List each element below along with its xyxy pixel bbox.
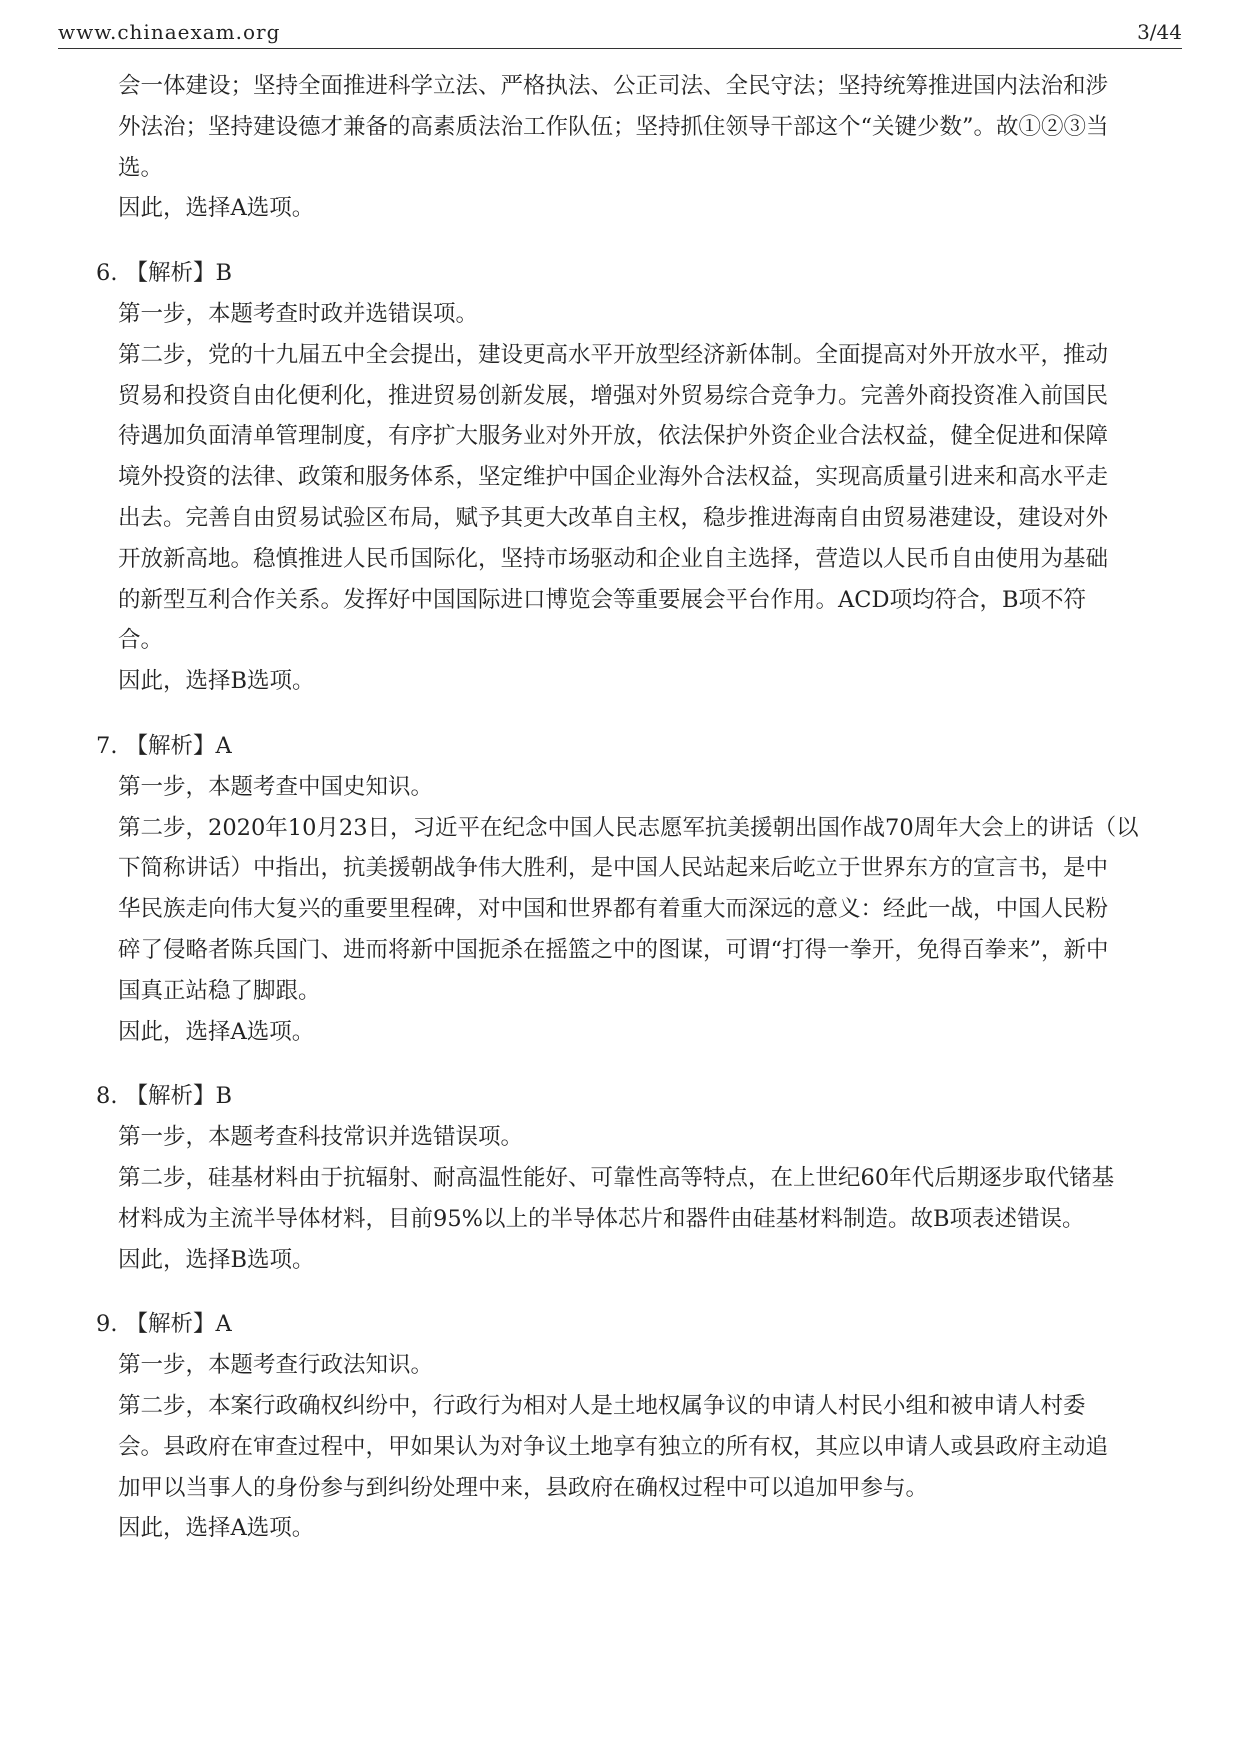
answer-item-6 <box>96 253 1140 702</box>
answer-heading <box>96 726 1140 767</box>
answer-label: 【解析】B <box>125 260 233 287</box>
item-number: 7. <box>96 732 118 759</box>
answer-heading <box>96 253 1140 294</box>
paragraph-line: 会一体建设；坚持全面推进科学立法、严格执法、公正司法、全民守法；坚持统筹推进国内法治和涉 <box>118 73 1109 99</box>
paragraph-line: 待遇加负面清单管理制度，有序扩大服务业对外开放，依法保护外资企业合法权益，健全促进和保障 <box>118 423 1109 450</box>
paragraph-line: 国真正站稳了脚跟。 <box>118 977 321 1004</box>
answer-item-8 <box>96 1076 1140 1280</box>
paragraph-line: 外法治；坚持建设德才兼备的高素质法治工作队伍；坚持抓住领导干部这个“关键少数”。故①②③当 <box>118 113 1109 140</box>
page-number: 3/44 <box>1137 20 1182 44</box>
paragraph-line: 材料成为主流半导体材料，目前95%以上的半导体芯片和器件由硅基材料制造。故B项表述错误。 <box>118 1205 1085 1232</box>
paragraph-line: 的新型互利合作关系。发挥好中国国际进口博览会等重要展会平台作用。ACD项均符合，B项不符 <box>118 586 1087 613</box>
paragraph-line: 会。县政府在审查过程中，甲如果认为对争议土地享有独立的所有权，其应以申请人或县政府主动追 <box>118 1433 1109 1460</box>
paragraph-line: 因此，选择A选项。 <box>118 1515 315 1542</box>
paragraph-line: 下简称讲话）中指出，抗美援朝战争伟大胜利，是中国人民站起来后屹立于世界东方的宣言书，是中 <box>118 855 1109 882</box>
paragraph-line: 第二步，2020年10月23日，习近平在纪念中国人民志愿军抗美援朝出国作战70周年大会上的讲话（以 <box>118 814 1139 841</box>
paragraph-line: 加甲以当事人的身份参与到纠纷处理中来，县政府在确权过程中可以追加甲参与。 <box>118 1474 929 1501</box>
paragraph-line: 因此，选择A选项。 <box>118 195 315 222</box>
item-number: 9. <box>96 1311 118 1338</box>
paragraph-line: 合。 <box>118 627 164 654</box>
page-header <box>58 18 1182 49</box>
document-body <box>96 66 1140 1549</box>
paragraph-line: 因此，选择B选项。 <box>118 668 315 695</box>
paragraph-line: 第一步，本题考查科技常识并选错误项。 <box>118 1124 524 1151</box>
paragraph-line: 开放新高地。稳慎推进人民币国际化，坚持市场驱动和企业自主选择，营造以人民币自由使用为基础 <box>118 545 1109 572</box>
paragraph-line: 因此，选择B选项。 <box>118 1246 315 1273</box>
paragraph-line: 选。 <box>118 154 164 181</box>
answer-heading <box>96 1304 1140 1345</box>
paragraph-line: 出去。完善自由贸易试验区布局，赋予其更大改革自主权，稳步推进海南自由贸易港建设，建设对外 <box>118 504 1109 531</box>
item-number: 8. <box>96 1083 118 1110</box>
paragraph-line: 第一步，本题考查时政并选错误项。 <box>118 300 479 327</box>
paragraph-line: 碎了侵略者陈兵国门、进而将新中国扼杀在摇篮之中的图谋，可谓“打得一拳开，免得百拳来”，新中 <box>118 936 1109 963</box>
site-url: www.chinaexam.org <box>58 20 281 44</box>
answer-label: 【解析】A <box>125 1311 232 1338</box>
answer-label: 【解析】B <box>125 1083 233 1110</box>
answer-item-9 <box>96 1304 1140 1549</box>
paragraph-line: 贸易和投资自由化便利化，推进贸易创新发展，增强对外贸易综合竞争力。完善外商投资准入前国民 <box>118 382 1109 409</box>
paragraph-line: 第一步，本题考查行政法知识。 <box>118 1352 434 1379</box>
answer-heading <box>96 1076 1140 1117</box>
paragraph-line: 第二步，硅基材料由于抗辐射、耐高温性能好、可靠性高等特点，在上世纪60年代后期逐步取代锗基 <box>118 1164 1115 1191</box>
paragraph-line: 第二步，党的十九届五中全会提出，建设更高水平开放型经济新体制。全面提高对外开放水平，推动 <box>118 341 1109 368</box>
paragraph-line: 第二步，本案行政确权纠纷中，行政行为相对人是土地权属争议的申请人村民小组和被申请人村委 <box>118 1392 1086 1419</box>
paragraph-line: 华民族走向伟大复兴的重要里程碑，对中国和世界都有着重大而深远的意义：经此一战，中国人民粉 <box>118 896 1109 923</box>
paragraph-line: 境外投资的法律、政策和服务体系，坚定维护中国企业海外合法权益，实现高质量引进来和高水平走 <box>118 464 1109 491</box>
item-number: 6. <box>96 260 118 287</box>
paragraph-line: 因此，选择A选项。 <box>118 1018 315 1045</box>
answer-label: 【解析】A <box>125 732 232 759</box>
answer-item-7 <box>96 726 1140 1052</box>
paragraph-line: 第一步，本题考查中国史知识。 <box>118 773 434 800</box>
intro-block <box>118 66 1140 229</box>
